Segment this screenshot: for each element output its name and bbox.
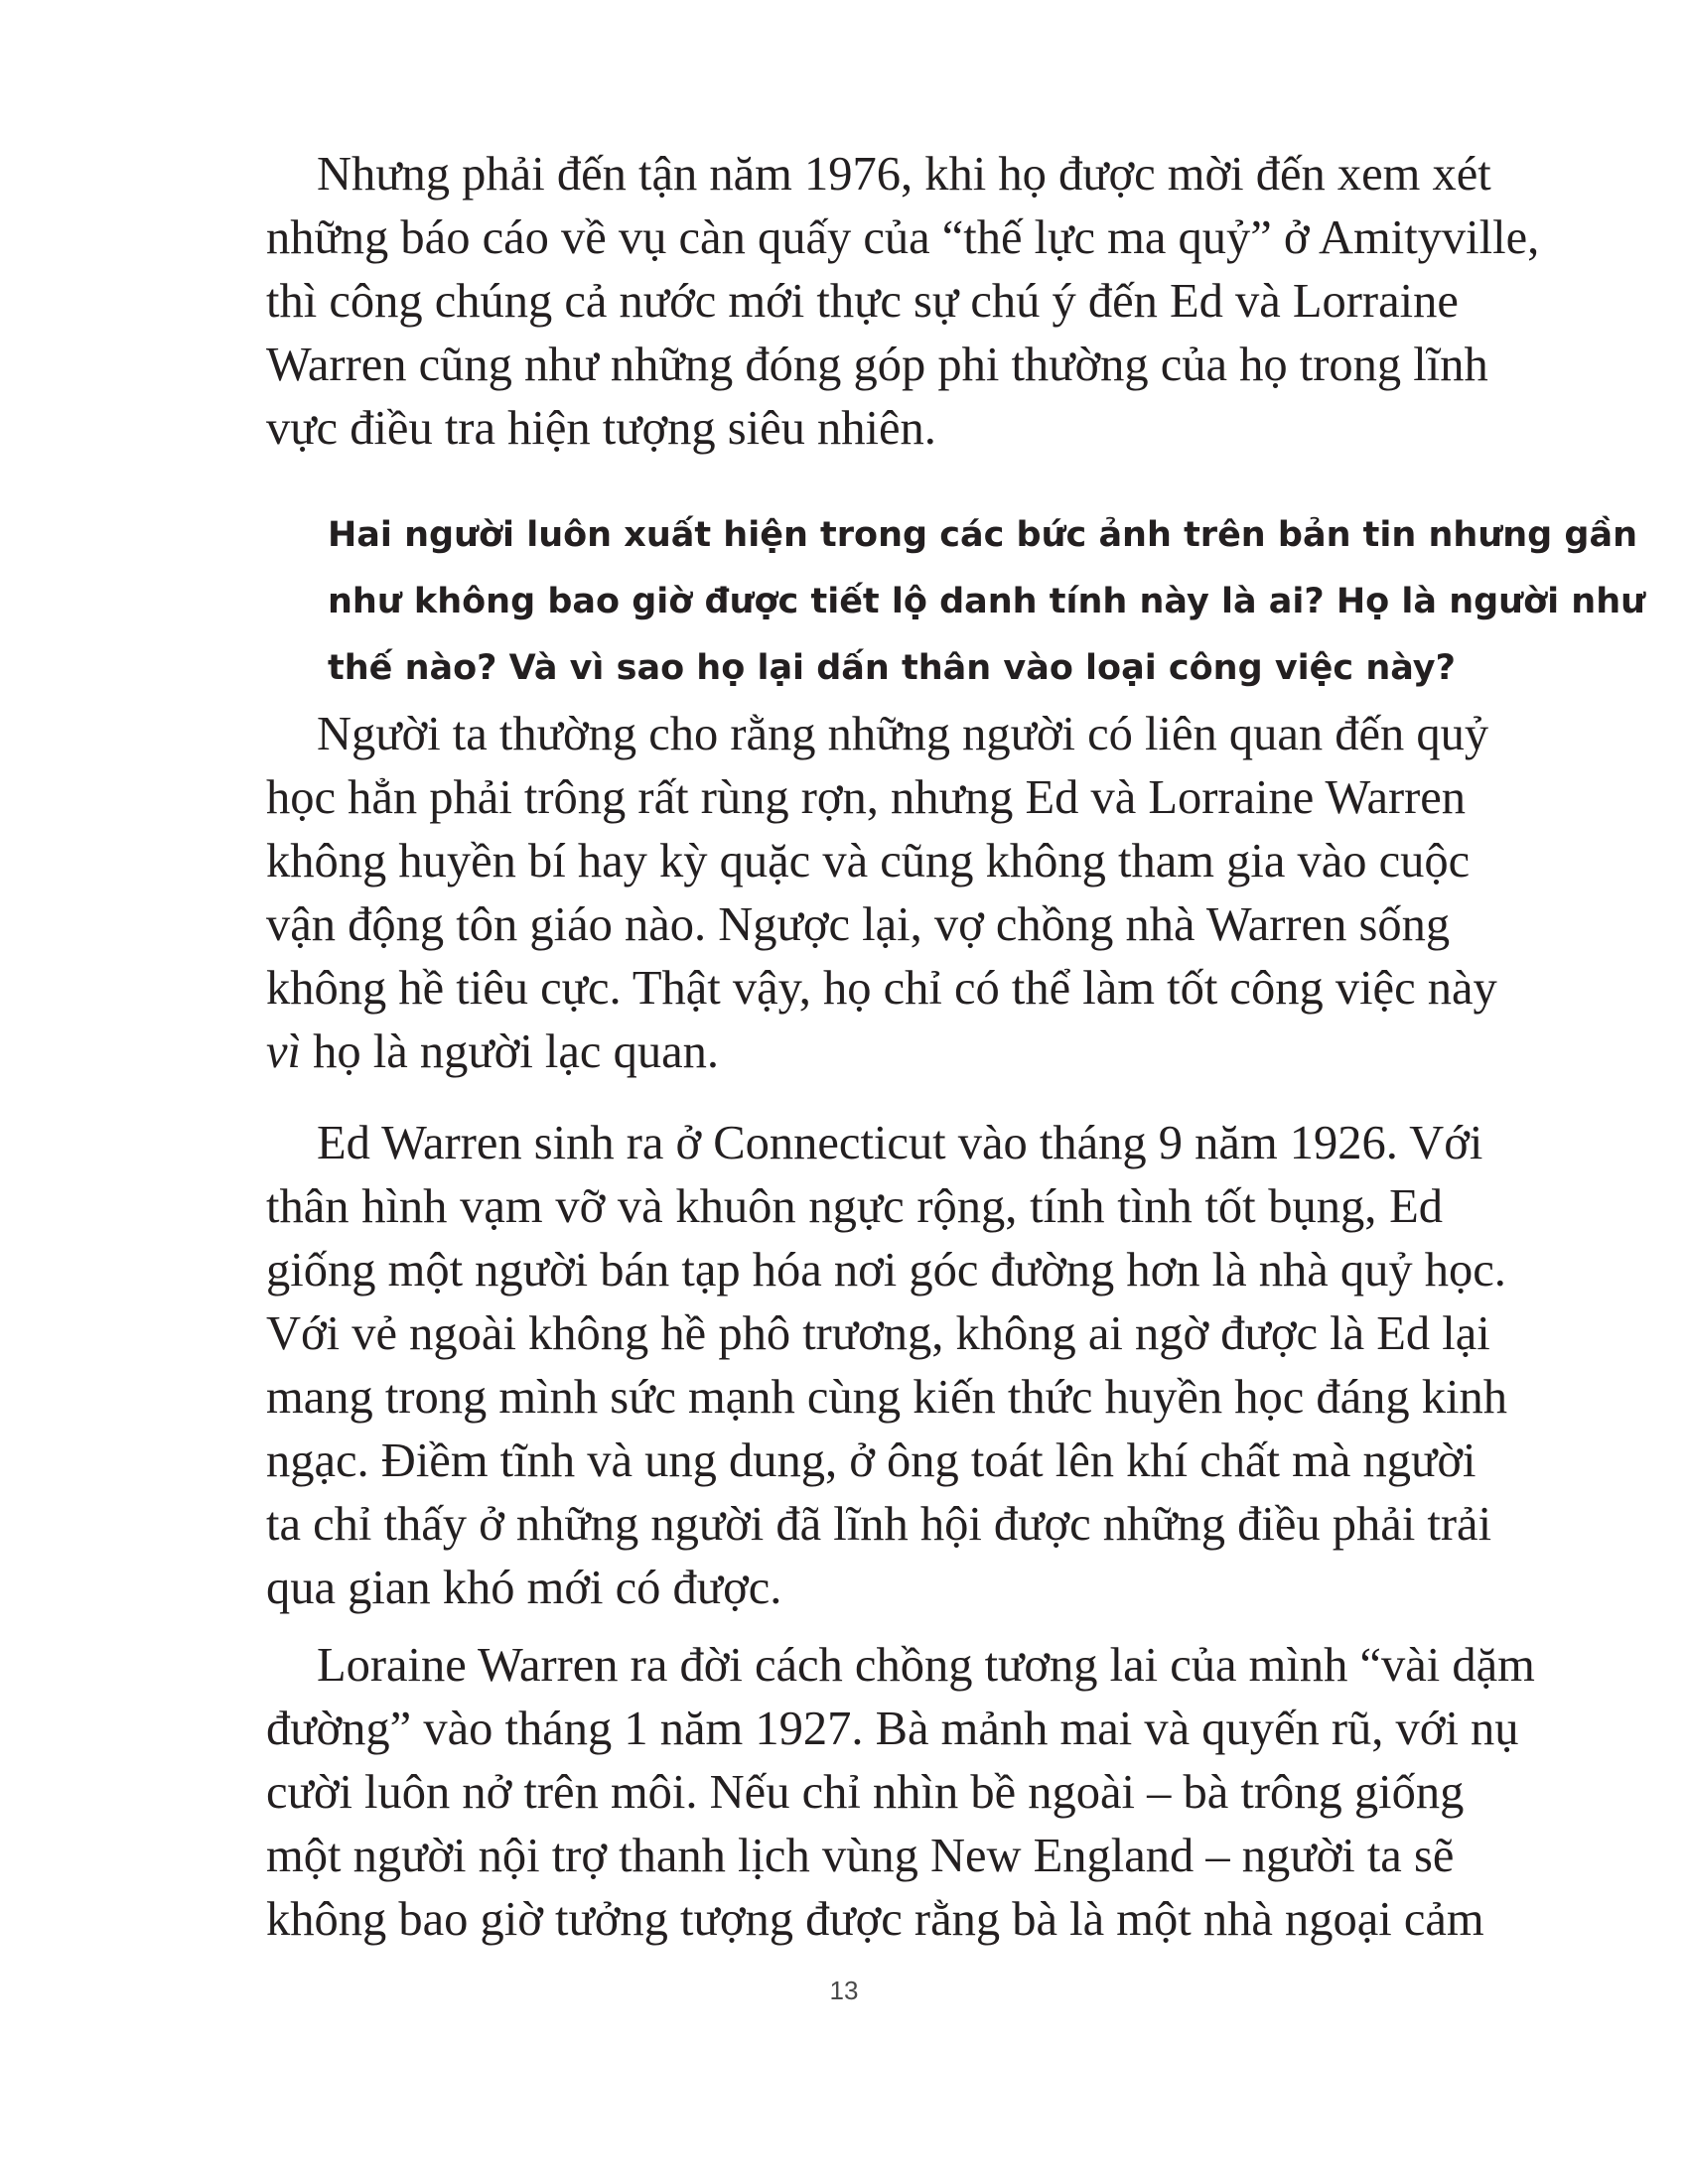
pull-quote: [328, 502, 1646, 702]
text-line: không bao giờ tưởng tượng được rằng bà là một nhà ngoại cảm: [266, 1893, 1484, 1946]
text-line: vận động tôn giáo nào. Ngược lại, vợ chồng nhà Warren sống: [266, 898, 1451, 951]
text-line: Người ta thường cho rằng những người có liên quan đến quỷ: [317, 708, 1489, 760]
paragraph-3-text: [266, 1112, 1508, 1620]
text-line: đường” vào tháng 1 năm 1927. Bà mảnh mai và quyến rũ, với nụ: [266, 1703, 1519, 1755]
text-line: Loraine Warren ra đời cách chồng tương lai của mình “vài dặm: [317, 1639, 1535, 1692]
text-line: vực điều tra hiện tượng siêu nhiên.: [266, 402, 936, 455]
text-line: qua gian khó mới có được.: [266, 1562, 782, 1614]
text-line: một người nội trợ thanh lịch vùng New England – người ta sẽ: [266, 1830, 1455, 1882]
text-line: [266, 1021, 1443, 1084]
paragraph-3: [266, 1112, 1508, 1620]
text-line: không hề tiêu cực. Thật vậy, họ chỉ có thể làm tốt công việc này: [266, 962, 1497, 1015]
pull-quote-line: thế nào? Và vì sao họ lại dấn thân vào loại công việc này?: [328, 648, 1456, 688]
text-line: Nhưng phải đến tận năm 1976, khi họ được mời đến xem xét: [317, 148, 1491, 201]
text-line: cười luôn nở trên môi. Nếu chỉ nhìn bề ngoài – bà trông giống: [266, 1766, 1465, 1819]
text-line: thì công chúng cả nước mới thực sự chú ý đến Ed và Lorraine: [266, 275, 1459, 328]
pull-quote-line: Hai người luôn xuất hiện trong các bức ảnh trên bản tin nhưng gần: [328, 515, 1638, 555]
text-line: Warren cũng như những đóng góp phi thường của họ trong lĩnh: [266, 339, 1488, 391]
page-number: 13: [829, 1976, 859, 2005]
text-fragment: họ là người lạc quan.: [301, 1025, 719, 1078]
paragraph-1: [266, 143, 1540, 461]
paragraph-2-text: [266, 703, 1497, 1084]
text-line: Ed Warren sinh ra ở Connecticut vào tháng 9 năm 1926. Với: [317, 1117, 1483, 1169]
paragraph-4: [266, 1634, 1535, 1952]
pull-quote-line: như không bao giờ được tiết lộ danh tính này là ai? Họ là người như: [328, 582, 1646, 621]
text-line: Với vẻ ngoài không hề phô trương, không ai ngờ được là Ed lại: [266, 1307, 1490, 1360]
text-line: giống một người bán tạp hóa nơi góc đường hơn là nhà quỷ học.: [266, 1244, 1506, 1297]
text-line: thân hình vạm vỡ và khuôn ngực rộng, tính tình tốt bụng, Ed: [266, 1180, 1443, 1233]
paragraph-2: [266, 703, 1497, 1084]
paragraph-1-text: [266, 143, 1540, 461]
paragraph-4-text: [266, 1634, 1535, 1952]
text-line: ngạc. Điềm tĩnh và ung dung, ở ông toát lên khí chất mà người: [266, 1434, 1477, 1487]
italic-word: vì: [266, 1025, 302, 1078]
text-line: mang trong mình sức mạnh cùng kiến thức huyền học đáng kinh: [266, 1371, 1508, 1424]
text-line: không huyền bí hay kỳ quặc và cũng không tham gia vào cuộc: [266, 835, 1471, 887]
text-line: học hẳn phải trông rất rùng rợn, nhưng Ed và Lorraine Warren: [266, 771, 1467, 824]
text-line: những báo cáo về vụ càn quấy của “thế lực ma quỷ” ở Amityville,: [266, 211, 1540, 264]
text-line: ta chỉ thấy ở những người đã lĩnh hội được những điều phải trải: [266, 1498, 1492, 1551]
